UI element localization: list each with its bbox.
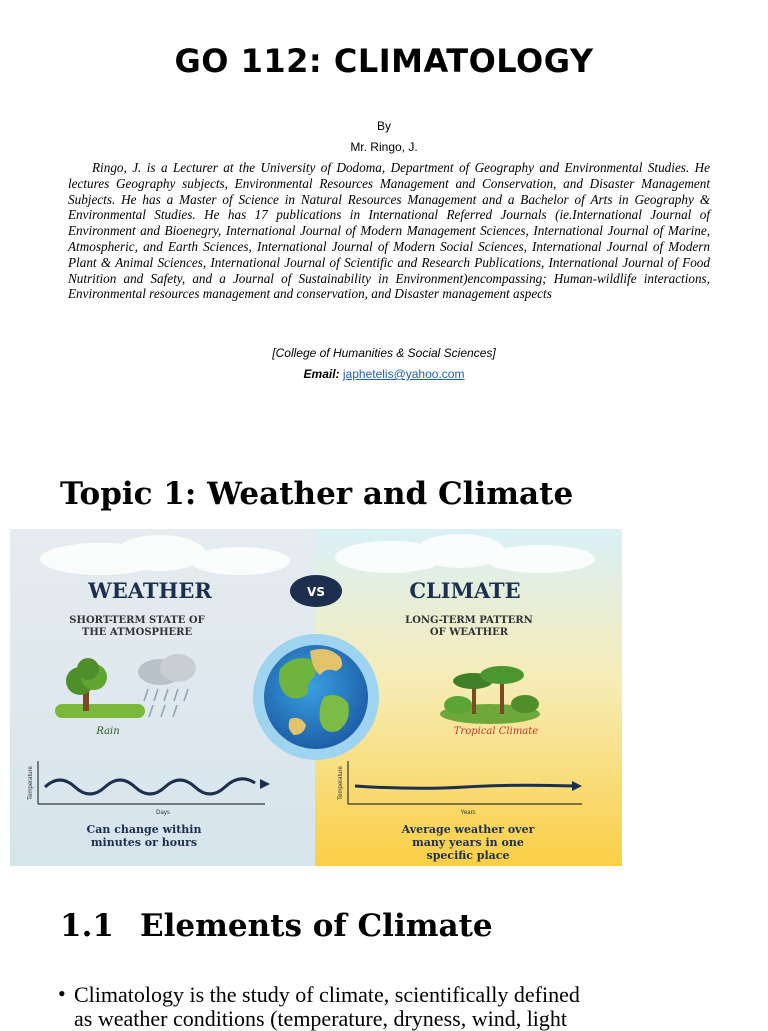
climate-desc-2: many years in one (412, 836, 524, 849)
bullet-line-2: as weather conditions (temperature, dryness, wind, light (74, 1006, 568, 1031)
globe-icon (253, 634, 379, 760)
weather-subtitle-1: SHORT-TERM STATE OF (69, 615, 205, 626)
climate-subtitle-2: OF WEATHER (429, 627, 509, 638)
by-label: By (376, 119, 391, 133)
author-name: Mr. Ringo, J. (350, 140, 418, 154)
weather-axis-x: Days (156, 810, 170, 816)
email-line (0, 367, 768, 381)
document-title: GO 112: CLIMATOLOGY (174, 42, 594, 80)
email-link[interactable]: japhetelis@yahoo.com (342, 367, 465, 381)
climate-desc-3: specific place (426, 849, 510, 862)
weather-desc-2: minutes or hours (90, 836, 198, 849)
vs-label: VS (307, 585, 325, 599)
weather-vs-climate-infographic (10, 529, 622, 866)
tropical-caption: Tropical Climate (453, 726, 539, 737)
climate-title: CLIMATE (409, 578, 521, 603)
author-bio: Ringo, J. is a Lecturer at the University of Dodoma, Department of Geography and Environmental Studies. He lectures Geography subjects, Environmental Resources Management and Conservation, and Disaster Management Subjects. He has a Master of Science in Natural Resources Management and a Bachelor of Arts in Geography & Environmental Studies. He has 17 publications in International Referred Journals (ie.International Journal of Environment and Bioenegry, International Journal of Modern Management Sciences, International Journal of Marine, Atmospheric, and Earth Sciences, International Journal of Modern Social Sciences, International Journal of Modern Plant & Animal Sciences, International Journal of Scientific and Research Publications, International Journal of Food Nutrition and Safety, and a Journal of Sustainability in Environment)encompassing; Human-wildlife interactions, Environmental resources management and conservation, and Disaster management aspects (68, 160, 710, 302)
section-title: Elements of Climate (139, 908, 493, 944)
email-label: Email: (303, 367, 340, 381)
weather-subtitle-2: THE ATMOSPHERE (81, 627, 193, 638)
topic-heading: Topic 1: Weather and Climate (60, 476, 574, 512)
climate-axis-y: Temperature (338, 766, 344, 800)
rain-caption: Rain (96, 726, 120, 737)
climate-subtitle-1: LONG-TERM PATTERN (405, 615, 533, 626)
climate-desc-1: Average weather over (401, 823, 535, 836)
weather-desc-1: Can change within (86, 823, 202, 836)
climate-axis-x: Years (460, 810, 476, 816)
section-heading (60, 908, 493, 944)
weather-axis-y: Temperature (28, 766, 34, 800)
section-number: 1.1 (60, 908, 114, 944)
bullet-line-1: Climatology is the study of climate, scientifically defined (74, 982, 580, 1007)
weather-title: WEATHER (88, 578, 212, 603)
college-name: [College of Humanities & Social Sciences] (272, 346, 496, 360)
bullet-icon: • (58, 981, 66, 1006)
